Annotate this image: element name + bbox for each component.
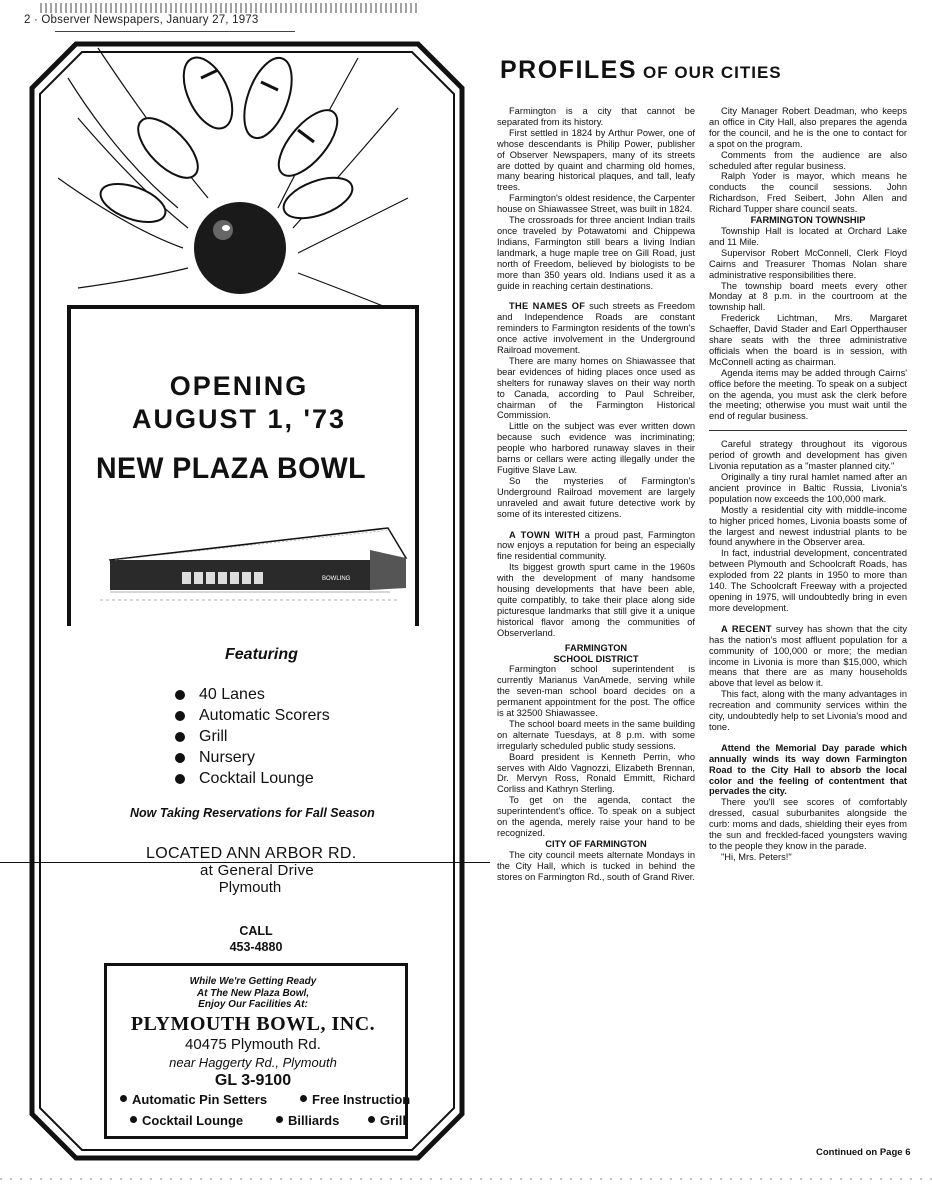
section-heading: SCHOOL DISTRICT	[553, 653, 639, 664]
bowl-intro-line: Enjoy Our Facilities At:	[198, 999, 308, 1010]
location-line: LOCATED ANN ARBOR RD.	[146, 845, 357, 862]
paragraph-lead: THE NAMES OF	[509, 301, 586, 312]
feature-item	[175, 747, 330, 768]
article-title-main: PROFILES	[500, 56, 638, 84]
section-heading: CITY OF FARMINGTON	[545, 838, 647, 849]
paragraph: Board president is Kenneth Perrin, who serves with Aldo Vagnozzi, Elizabeth Brennan, Dr. Mervyn Ross, Ronald Emmitt, Richard Corliss and Kathryn Sterling.	[497, 751, 695, 795]
building-sign: BOWLING	[322, 576, 351, 582]
service-item	[300, 1092, 410, 1107]
paragraph: Originally a tiny rural hamlet named after an ancient province in Baltic Russia, Livonia's population now exceeds the 100,000 mark.	[709, 472, 907, 504]
paragraph: Agenda items may be added through Cairns' office before the meeting. To speak on a subject on the agenda, you must ask the clerk before the meeting; otherwise you must wait until the end of regular business.	[709, 367, 907, 422]
cross-street-line: at General Drive	[200, 862, 315, 879]
article-column-1	[497, 106, 695, 883]
paragraph: To get on the agenda, contact the superintendent's office. To speak on a subject on the agenda, merely raise your hand to be recognized.	[497, 795, 695, 838]
print-noise	[40, 3, 420, 13]
paragraph: Careful strategy throughout its vigorous period of growth and development has given Livonia reputation as a "master planned city."	[709, 439, 907, 472]
plymouth-bowl-near: near Haggerty Rd., Plymouth	[169, 1055, 337, 1070]
section-divider	[709, 430, 907, 431]
paragraph: Farmington school superintendent is currently Marianus VanAmede, serving while the seven-man school board decides on a permanent appointment for the post. The office is at 32500 Shiawassee.	[497, 664, 695, 719]
bottom-print-noise	[0, 1178, 932, 1180]
bullet-icon	[175, 690, 185, 700]
bullet-icon	[368, 1116, 375, 1123]
paragraph: Attend the Memorial Day parade which annually winds its way down Farmington Road to the City Hall to absorb the local color and the feeling of contentment that pervades the city.	[709, 742, 907, 797]
paragraph: Township Hall is located at Orchard Lake and 11 Mile.	[709, 225, 907, 247]
paragraph: Comments from the audience are also scheduled after regular business.	[709, 149, 907, 171]
city-line: Plymouth	[218, 879, 282, 896]
header-text: 2 · Observer Newspapers, January 27, 1973	[24, 14, 259, 26]
bowl-intro-line: At The New Plaza Bowl,	[196, 988, 310, 999]
bullet-icon	[120, 1095, 127, 1102]
paragraph: "Hi, Mrs. Peters!"	[721, 851, 792, 862]
paragraph-body: survey has shown that the city has the nation's most affluent population for a community of 100,000 or more; the median income in Livonia is more than $15,000, which means that there are as many households above that level as below it.	[709, 623, 907, 689]
feature-label: Grill	[199, 727, 228, 745]
paragraph	[497, 530, 695, 563]
call-phone: 453-4880	[229, 940, 283, 954]
paragraph: There are many homes on Shiawassee that bear evidences of hiding places once used as shelters for runaway slaves on their way north to Canada, according to Paul Schreiber, chairman of the Farmington Historical Commission.	[497, 355, 695, 421]
feature-item	[175, 768, 330, 789]
continued-note: Continued on Page 6	[816, 1147, 911, 1158]
bullet-icon	[175, 774, 185, 784]
features-list	[175, 684, 330, 789]
bowling-building-drawing	[90, 520, 408, 612]
call-label: CALL	[239, 924, 273, 938]
plymouth-bowl-name: PLYMOUTH BOWL, INC.	[130, 1013, 376, 1035]
service-item	[130, 1113, 243, 1128]
service-label: Grill	[380, 1113, 407, 1128]
plymouth-bowl-phone: GL 3-9100	[214, 1072, 292, 1089]
paragraph: The school board meets in the same building on alternate Tuesdays, at 8 p.m. with some irregularly scheduled public study sessions.	[497, 718, 695, 751]
paragraph-body: such streets as Freedom and Independence Roads are constant reminders to Farmington residents of the town's once active involvement in the Underground Railroad movement.	[497, 301, 695, 356]
article-title-sub: OF OUR CITIES	[643, 63, 782, 82]
paragraph	[497, 301, 695, 356]
opening-headline	[70, 370, 408, 436]
feature-label: Nursery	[199, 748, 256, 766]
service-label: Billiards	[288, 1113, 340, 1128]
plaza-bowl-title: NEW PLAZA BOWL	[96, 452, 366, 485]
paragraph: Supervisor Robert McConnell, Clerk Floyd Cairns and Treasurer Thomas Nolan share administrative responsibilities there.	[709, 247, 907, 280]
bullet-icon	[130, 1116, 137, 1123]
paragraph-lead: A TOWN WITH	[509, 529, 581, 540]
service-item	[368, 1113, 406, 1128]
paragraph	[709, 624, 907, 689]
header-rule	[55, 31, 295, 32]
opening-line-2: AUGUST 1, '73	[132, 404, 346, 434]
service-item	[120, 1092, 267, 1107]
bullet-icon	[276, 1116, 283, 1123]
paragraph: Its biggest growth spurt came in the 1960s with the development of many handsome housing developments that have been able, quite compatibly, to take their place along side picturesque landmarks that still give it a unique historical flavor among the communities of Observerland.	[497, 562, 695, 638]
service-item	[276, 1113, 339, 1128]
paragraph-body: a proud past, Farmington now enjoys a reputation for being an especially fine residential community.	[497, 529, 695, 562]
service-label: Cocktail Lounge	[142, 1113, 244, 1128]
feature-item	[175, 705, 330, 726]
paragraph: The crossroads for three ancient Indian trails once traveled by Potawatomi and Chippewa Indians, Farmington still bears a living Indian landmark, a huge maple tree on Gill Road, just north of Freedom, believed by biologists to be more than 350 years old. Indians used it as a guide in reaching certain destinations.	[497, 215, 695, 291]
reservations-line: Now Taking Reservations for Fall Season	[130, 806, 375, 820]
feature-label: 40 Lanes	[199, 685, 265, 703]
paragraph: First settled in 1824 by Arthur Power, one of whose descendants is Philip Power, publisher of Observer Newspapers, many of its streets are dotted by quaint and charming old homes, many bearing historical plaques, and tall, leafy trees.	[497, 127, 695, 193]
article-title	[500, 56, 782, 85]
paragraph: Mostly a residential city with middle-income to higher priced homes, Livonia boasts some of the largest and newest industrial plants to be found anywhere in the Observer area.	[709, 504, 907, 548]
article-column-2	[709, 106, 907, 863]
paragraph: Little on the subject was ever written down because such evidence was incriminating; people who harbored runaway slaves in their barns or cellars were acting illegally under the Fugitive Slave Law.	[497, 421, 695, 475]
service-label: Free Instruction	[312, 1092, 411, 1107]
paragraph: In fact, industrial development, concentrated between Plymouth and Schoolcraft Roads, has exploded from 22 plants in 1950 to more than 140. The Schoolcraft Freeway with a projected opening in 1975, will undoubtedly bring in even more development.	[709, 548, 907, 613]
featuring-label: Featuring	[225, 646, 298, 663]
bullet-icon	[300, 1095, 307, 1102]
paragraph: Frederick Lichtman, Mrs. Margaret Schaeffer, David Stader and Earl Opperthauser share seats with the three administrative officials when the board is in session, with McConnell acting as chairman.	[709, 313, 907, 367]
paragraph: So the mysteries of Farmington's Underground Railroad movement are largely unraveled and await future detective work by some of its interested citizens.	[497, 475, 695, 519]
section-heading: FARMINGTON TOWNSHIP	[750, 215, 866, 226]
service-label: Automatic Pin Setters	[132, 1092, 268, 1107]
paragraph: This fact, along with the many advantages in recreation and community services within the city, undoubtedly help to set Livonia's mood and tone.	[709, 689, 907, 732]
paragraph: Farmington is a city that cannot be separated from its history.	[497, 106, 695, 127]
section-heading: FARMINGTON	[564, 642, 628, 653]
feature-item	[175, 726, 330, 747]
paragraph: There you'll see scores of comfortably dressed, casual suburbanites alongside the curb: moms and dads, shielding their eyes from the sun and freckled-faced youngsters waving to the people they know in the parade.	[709, 797, 907, 851]
opening-line-1: OPENING	[169, 371, 309, 401]
bullet-icon	[175, 753, 185, 763]
paragraph-lead: A RECENT	[721, 623, 772, 634]
feature-label: Automatic Scorers	[199, 706, 330, 724]
feature-item	[175, 684, 330, 705]
page-header	[0, 0, 932, 40]
paragraph: City Manager Robert Deadman, who keeps an office in City Hall, also prepares the agenda for the council, and he is the one to contact for a spot on the program.	[709, 106, 907, 149]
plymouth-bowl-address: 40475 Plymouth Rd.	[185, 1036, 321, 1053]
feature-label: Cocktail Lounge	[199, 769, 314, 787]
paragraph: The township board meets every other Monday at 8 p.m. in the courtroom at the township hall.	[709, 280, 907, 313]
paragraph: Ralph Yoder is mayor, which means he conducts the council sessions. John Richardson, Fred Seibert, John Allen and Richard Tupper share council seats.	[709, 171, 907, 215]
paragraph: The city council meets alternate Mondays in the City Hall, which is tucked in behind the stores on Farmington Rd., south of Grand River.	[497, 849, 695, 882]
bullet-icon	[175, 711, 185, 721]
paragraph: Farmington's oldest residence, the Carpenter house on Shiawassee Street, was built in 1824.	[497, 193, 695, 215]
bullet-icon	[175, 732, 185, 742]
bowl-intro-line: While We're Getting Ready	[189, 976, 317, 987]
